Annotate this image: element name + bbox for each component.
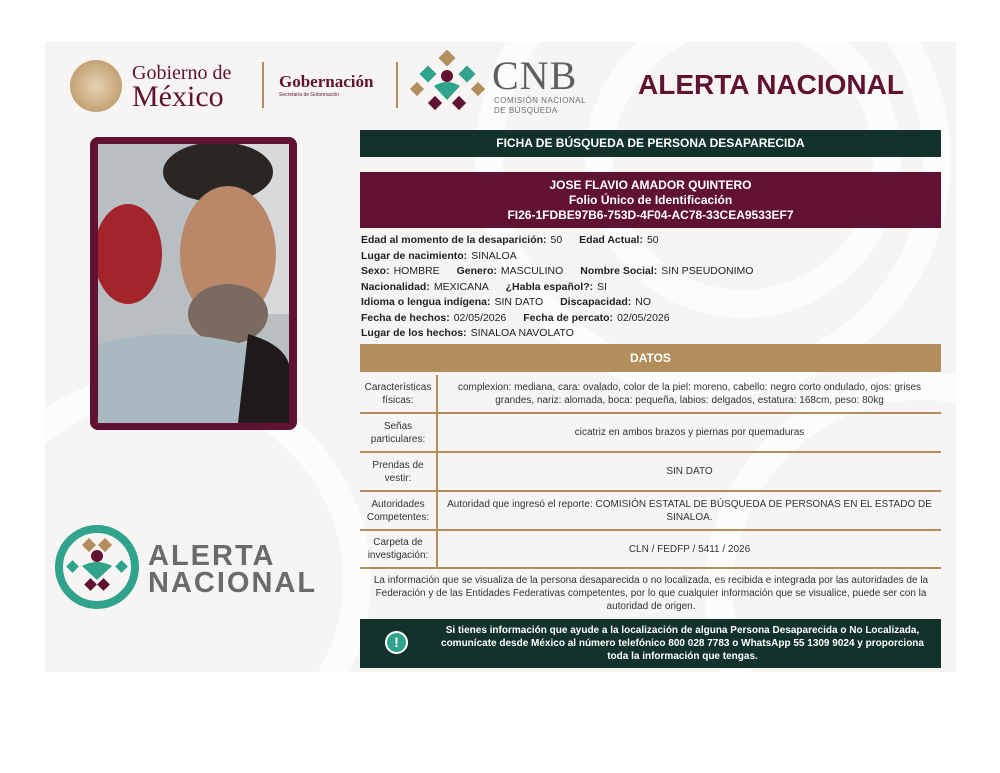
field-label: Discapacidad: — [560, 296, 632, 308]
person-info — [361, 233, 941, 342]
field-label: Idioma o lengua indígena: — [361, 296, 491, 308]
gobierno-de-mexico-logo — [70, 58, 250, 116]
field-value: HOMBRE — [393, 265, 440, 277]
row-label: Características físicas: — [360, 375, 437, 413]
field-label: Lugar de nacimiento: — [361, 249, 468, 262]
alerta-nacional-heading: ALERTA NACIONAL — [638, 69, 904, 100]
table-row — [360, 375, 941, 413]
alerta-nacional-wordmark: ALERTA NACIONAL — [148, 540, 318, 599]
person-name: JOSE FLAVIO AMADOR QUINTERO — [549, 178, 752, 192]
table-row — [360, 413, 941, 452]
field-label: ¿Habla español?: — [505, 280, 594, 293]
row-label: Señas particulares: — [360, 413, 437, 452]
row-value: complexion: mediana, cara: ovalado, color de la piel: moreno, cabello: negro corto ondulado, ojos: grises grandes, nariz: alomada, boca: pequeña, labios: delgados, estatura: 168cm, peso: 80kg — [437, 375, 941, 413]
field-value: SINALOA NAVOLATO — [470, 327, 574, 339]
row-value: cicatriz en ambos brazos y piernas por quemaduras — [437, 413, 941, 452]
field-value: SINALOA — [471, 249, 517, 262]
row-label: Carpeta de investigación: — [360, 530, 437, 568]
cnb-emblem-icon — [410, 50, 485, 115]
field-label: Lugar de los hechos: — [361, 327, 467, 339]
field-value: NO — [635, 296, 652, 308]
field-label: Fecha de hechos: — [361, 311, 450, 324]
disclaimer-text: La información que se visualiza de la persona desaparecida o no localizada, es recibida e integrada por las autoridades de la Federación y de las Entidades Federativas competentes, por lo que cualquier información que se visualice, puede ser con la autoridad de origen. — [373, 575, 929, 612]
row-label: Prendas de vestir: — [360, 452, 437, 491]
field-label: Nacionalidad: — [361, 280, 430, 293]
cnb-subtitle: COMISIÓN NACIONAL DE BÚSQUEDA — [494, 96, 587, 115]
row-value: Autoridad que ingresó el reporte: COMISIÓN ESTATAL DE BÚSQUEDA DE PERSONAS EN EL ESTADO DE SINALOA. — [437, 491, 941, 530]
field-value: 02/05/2026 — [617, 311, 670, 324]
gobernacion-subtitle: Secretaría de Gobernación — [279, 92, 340, 98]
row-value: SIN DATO — [437, 452, 941, 491]
field-value: SIN PSEUDONIMO — [661, 265, 754, 277]
field-value: 02/05/2026 — [453, 311, 507, 324]
datos-header: DATOS — [360, 344, 941, 372]
header-divider — [396, 62, 398, 108]
field-value: MASCULINO — [500, 265, 564, 277]
national-seal-icon — [70, 60, 122, 112]
field-label: Genero: — [456, 265, 497, 277]
field-value: 50 — [550, 234, 563, 246]
table-row — [360, 452, 941, 491]
gobierno-line2: México — [132, 80, 224, 113]
ficha-title: FICHA DE BÚSQUEDA DE PERSONA DESAPARECIDA — [360, 130, 941, 157]
field-label: Nombre Social: — [580, 265, 658, 277]
field-value: MEXICANA — [433, 280, 489, 293]
contact-text: Si tienes información que ayude a la localización de alguna Persona Desaparecida o No Localizada, comunícate desde México al número telefónico 800 028 7783 o WhatsApp 55 1309 9024 y proporciona toda la información que tengas. — [441, 625, 924, 662]
folio-label: Folio Único de Identificación — [568, 193, 733, 207]
field-label: Fecha de percato: — [523, 311, 614, 324]
gobernacion-logo: Gobernación — [279, 72, 374, 91]
contact-banner — [360, 619, 941, 668]
row-value: CLN / FEDFP / 5411 / 2026 — [437, 530, 941, 568]
missing-person-photo — [98, 144, 289, 423]
field-value: SI — [597, 280, 608, 293]
field-label: Edad al momento de la desaparición: — [361, 234, 547, 246]
field-label: Sexo: — [361, 265, 390, 277]
datos-table — [360, 375, 941, 569]
folio-value: FI26-1FDBE97B6-753D-4F04-AC78-33CEA9533EF7 — [507, 208, 794, 222]
table-row — [360, 530, 941, 568]
field-value: SIN DATO — [494, 296, 544, 308]
alert-icon: ! — [385, 631, 408, 654]
row-label: Autoridades Competentes: — [360, 491, 437, 530]
cnb-wordmark: CNB — [492, 53, 578, 98]
header-divider — [262, 62, 264, 108]
person-banner — [360, 172, 941, 228]
table-row — [360, 491, 941, 530]
field-label: Edad Actual: — [579, 234, 643, 246]
field-value: 50 — [646, 234, 659, 246]
gobierno-line1: Gobierno de — [132, 62, 232, 84]
alerta-nacional-emblem-icon — [54, 524, 140, 610]
